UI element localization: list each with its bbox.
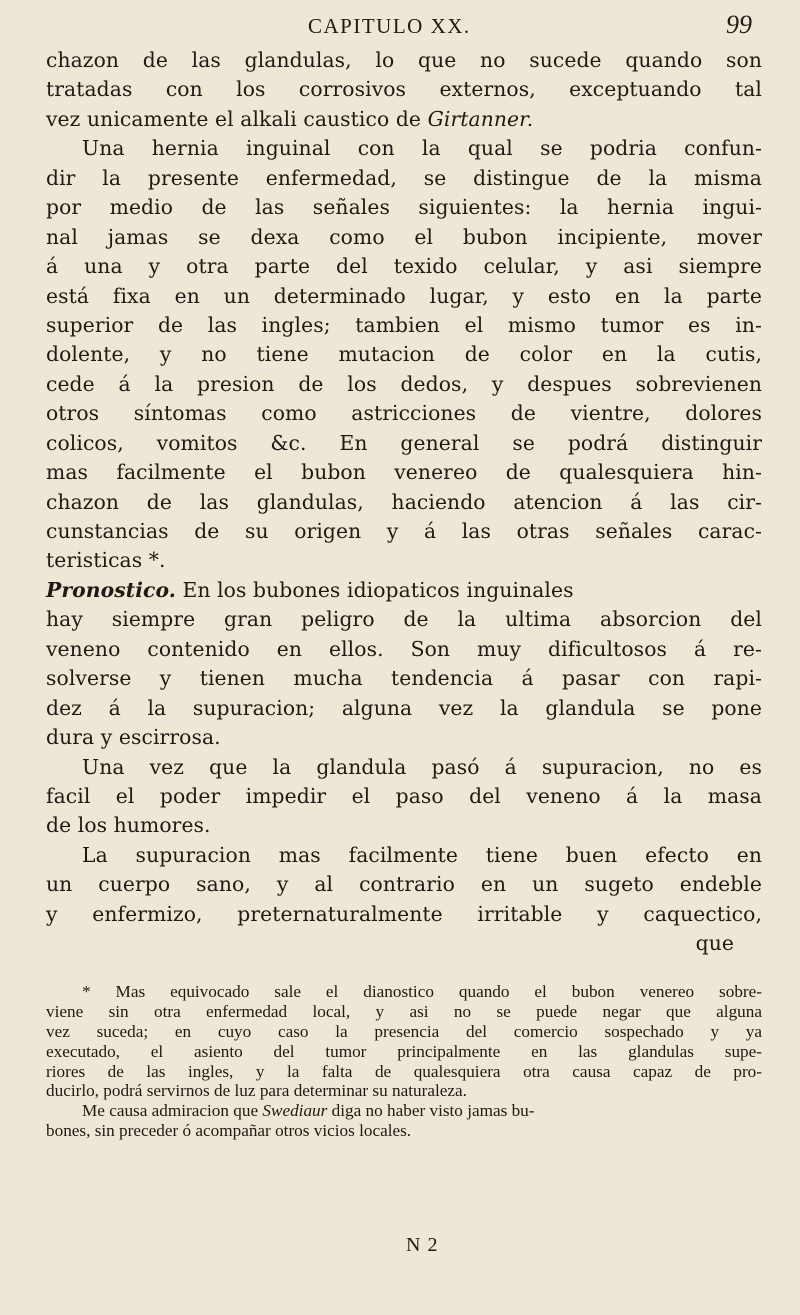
footnote-line: vez suceda; en cuyo caso la presencia del comercio sospechado y ya (46, 1021, 762, 1041)
paragraph-start: La supuracion mas facilmente tiene buen efecto en (82, 842, 762, 867)
text-line: chazon de las glandulas, lo que no sucede quando son (46, 48, 762, 72)
text-line: á una y otra parte del texido celular, y asi siempre (46, 254, 762, 279)
text-line: tratadas con los corrosivos externos, exceptuando tal (46, 77, 762, 102)
text-line: colicos, vomitos &c. En general se podrá distinguir (46, 430, 762, 455)
text-line: facil el poder impedir el paso del veneno á la masa (46, 783, 762, 808)
footnote-line: bones, sin preceder ó acompañar otros vicios locales. (46, 1121, 412, 1141)
text-line: solverse y tienen mucha tendencia á pasar con rapi- (46, 666, 762, 691)
text-line: dez á la supuracion; alguna vez la glandula se pone (46, 695, 762, 720)
text-segment: Me causa admiracion que (82, 1101, 263, 1121)
text-line: de los humores. (46, 813, 211, 838)
running-head: CAPITULO XX. (308, 14, 471, 38)
footnote-line: ducirlo, podrá servirnos de luz para determinar su naturaleza. (46, 1081, 467, 1101)
footnote-line: * Mas equivocado sale el dianostico quando el bubon venereo sobre- (82, 982, 762, 1001)
author-name: Swediaur (262, 1101, 328, 1121)
text-line: cede á la presion de los dedos, y despues sobrevienen (46, 371, 762, 396)
text-line: por medio de las señales siguientes: la hernia ingui- (46, 195, 762, 220)
footnote-line: executado, el asiento del tumor principalmente en las glandulas supe- (46, 1041, 762, 1061)
author-name: Girtanner. (427, 106, 534, 131)
main-text (46, 46, 762, 959)
text-line: y enfermizo, preternaturalmente irritable y caquectico, (46, 901, 762, 926)
text-line: dir la presente enfermedad, se distingue de la misma (46, 165, 762, 190)
page-number: 99 (726, 10, 752, 39)
text-line: está fixa en un determinado lugar, y esto en la parte (46, 283, 762, 308)
text-line: un cuerpo sano, y al contrario en un sugeto endeble (46, 872, 762, 897)
paragraph-start: Una hernia inguinal con la qual se podria confun- (82, 136, 762, 161)
text-line: teristicas *. (46, 548, 166, 573)
signature-mark: N 2 (406, 1234, 439, 1256)
paragraph-start: Una vez que la glandula pasó á supuracion, no es (82, 754, 762, 779)
footnote (46, 982, 762, 1141)
text-line: dolente, y no tiene mutacion de color en la cutis, (46, 342, 762, 367)
catchword: que (695, 931, 734, 956)
text-line: otros síntomas como astricciones de vientre, dolores (46, 401, 762, 426)
text-line: mas facilmente el bubon venereo de qualesquiera hin- (46, 460, 762, 485)
section-heading: Pronostico. (46, 577, 176, 602)
text-line: hay siempre gran peligro de la ultima absorcion del (46, 607, 762, 632)
text-line: dura y escirrosa. (46, 725, 221, 750)
text-segment: En los bubones idiopaticos inguinales (175, 577, 574, 602)
text-line: nal jamas se dexa como el bubon incipiente, mover (46, 224, 762, 249)
text-line: chazon de las glandulas, haciendo atencion á las cir- (46, 489, 762, 514)
page-header (0, 10, 800, 44)
text-line (46, 105, 762, 134)
footnote-line (46, 1101, 762, 1121)
text-segment: vez unicamente el alkali caustico de (46, 106, 428, 131)
text-segment: diga no haber visto jamas bu- (327, 1101, 535, 1121)
text-line: cunstancias de su origen y á las otras señales carac- (46, 519, 762, 543)
text-line: superior de las ingles; tambien el mismo tumor es in- (46, 312, 762, 337)
footnote-line: riores de las ingles, y la falta de qualesquiera otra causa capaz de pro- (46, 1061, 762, 1081)
footnote-line: viene sin otra enfermedad local, y asi no se puede negar que alguna (46, 1001, 762, 1021)
paragraph-start (46, 576, 762, 605)
text-line: veneno contenido en ellos. Son muy dificultosos á re- (46, 636, 762, 661)
